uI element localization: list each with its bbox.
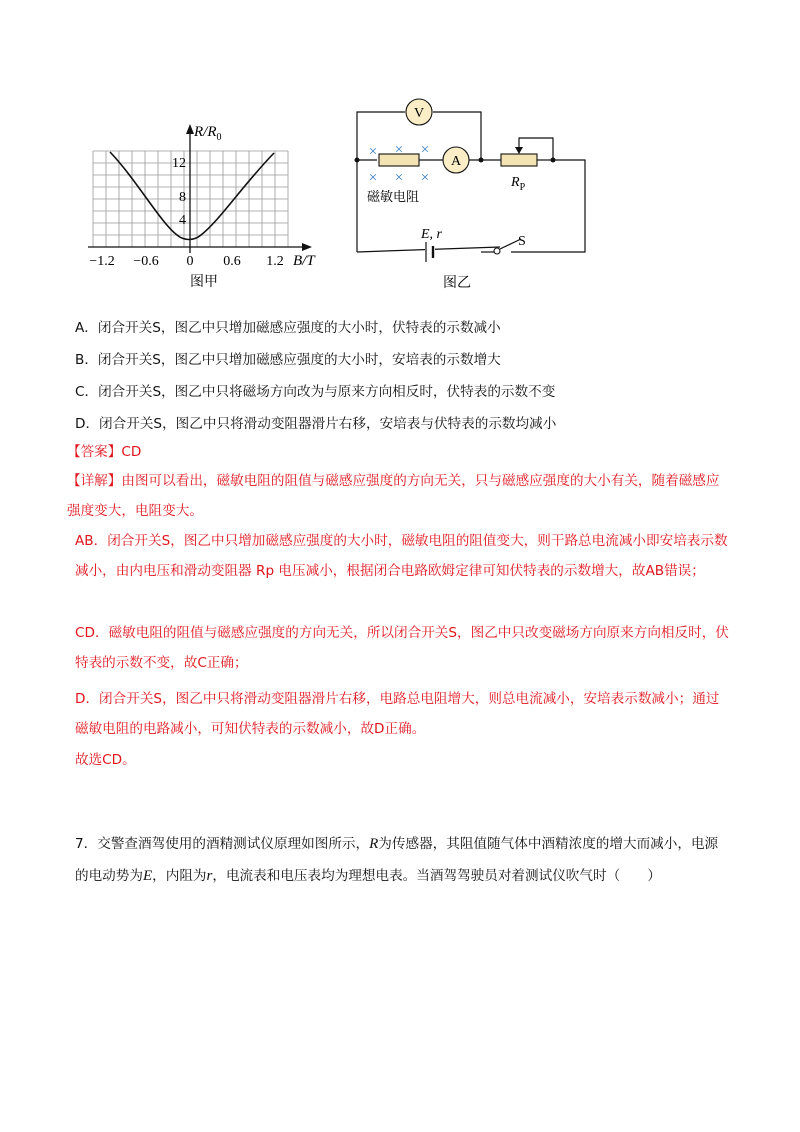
x-axis-label: B/T — [293, 253, 315, 269]
figure-a-svg — [80, 115, 330, 295]
question-7: 7．交警查酒驾使用的酒精测试仪原理如图所示，R为传感器，其阻值随气体中酒精浓度的增大而减小，电源的电动势为E，内阻为r，电流表和电压表均为理想电表。当酒驾驾驶员对着测试仪吹气时（ ） — [75, 836, 719, 884]
y-axis-arrow — [186, 124, 194, 134]
junction-mid — [479, 158, 484, 163]
svg-text:×: × — [394, 142, 404, 158]
svg-text:×: × — [368, 170, 378, 186]
junction-right — [551, 158, 556, 163]
x-tick-neg-0-6: −0.6 — [133, 254, 159, 269]
svg-text:×: × — [368, 144, 378, 160]
x-tick-neg-1-2: −1.2 — [89, 254, 115, 269]
x-axis-arrow — [302, 243, 312, 251]
figure-a-caption: 图甲 — [190, 274, 218, 290]
ammeter-label: A — [450, 154, 462, 169]
explanation-cd: CD．磁敏电阻的阻值与磁感应强度的方向无关，所以闭合开关S，图乙中只改变磁场方向原来方向相反时，伏特表的示数不变，故C正确； — [75, 625, 729, 671]
rheostat — [501, 154, 537, 166]
svg-text:×: × — [394, 170, 404, 186]
x-tick-0: 0 — [186, 254, 194, 269]
switch-label: S — [518, 234, 526, 249]
explanation-d: D．闭合开关S，图乙中只将滑动变阻器滑片右移，电路总电阻增大，则总电流减小，安培表示数减小；通过磁敏电阻的电路减小，可知伏特表的示数减小，故D正确。 — [75, 691, 720, 737]
magnetoresistor-label: 磁敏电阻 — [367, 190, 420, 205]
x-tick-1-2: 1.2 — [266, 254, 284, 269]
explanation-intro: 【详解】由图可以看出，磁敏电阻的阻值与磁感应强度的方向无关，只与磁感应强度的大小有关，随着磁感应强度变大，电阻变大。 — [67, 473, 720, 519]
source-label: E, r — [421, 227, 442, 242]
option-d: D．闭合开关S，图乙中只将滑动变阻器滑片右移，安培表与伏特表的示数均减小 — [75, 416, 557, 432]
explanation-conclusion: 故选CD。 — [75, 752, 136, 768]
rheostat-label: $R_P$ — [511, 175, 526, 193]
explanation-ab: AB．闭合开关S，图乙中只增加磁感应强度的大小时，磁敏电阻的阻值变大，则干路总电流减小即安培表示数减小，由内电压和滑动变阻器 Rp 电压减小，根据闭合电路欧姆定律可知伏特表的示数增大，故AB错误； — [75, 533, 728, 579]
rheostat-slider-arrow — [515, 147, 523, 154]
switch-pivot — [494, 248, 500, 254]
junction-left — [355, 158, 360, 163]
y-tick-8: 8 — [179, 190, 186, 205]
option-a: A．闭合开关S，图乙中只增加磁感应强度的大小时，伏特表的示数减小 — [75, 320, 501, 336]
figure-b-caption: 图乙 — [443, 275, 471, 291]
option-b: B．闭合开关S，图乙中只增加磁感应强度的大小时，安培表的示数增大 — [75, 352, 501, 368]
y-tick-4: 4 — [179, 213, 186, 228]
wires — [357, 112, 585, 252]
figure-b-circuit — [345, 90, 595, 295]
svg-text:×: × — [420, 142, 430, 158]
x-tick-0-6: 0.6 — [223, 254, 241, 269]
figure-b-svg — [345, 90, 595, 295]
y-axis-label: $R/R_0$ — [194, 124, 222, 143]
y-tick-12: 12 — [172, 156, 186, 171]
voltmeter-label: V — [413, 106, 425, 121]
svg-text:×: × — [420, 170, 430, 186]
figure-a-graph — [80, 115, 330, 295]
answer: 【答案】CD — [67, 444, 142, 460]
option-c: C．闭合开关S，图乙中只将磁场方向改为与原来方向相反时，伏特表的示数不变 — [75, 384, 556, 400]
